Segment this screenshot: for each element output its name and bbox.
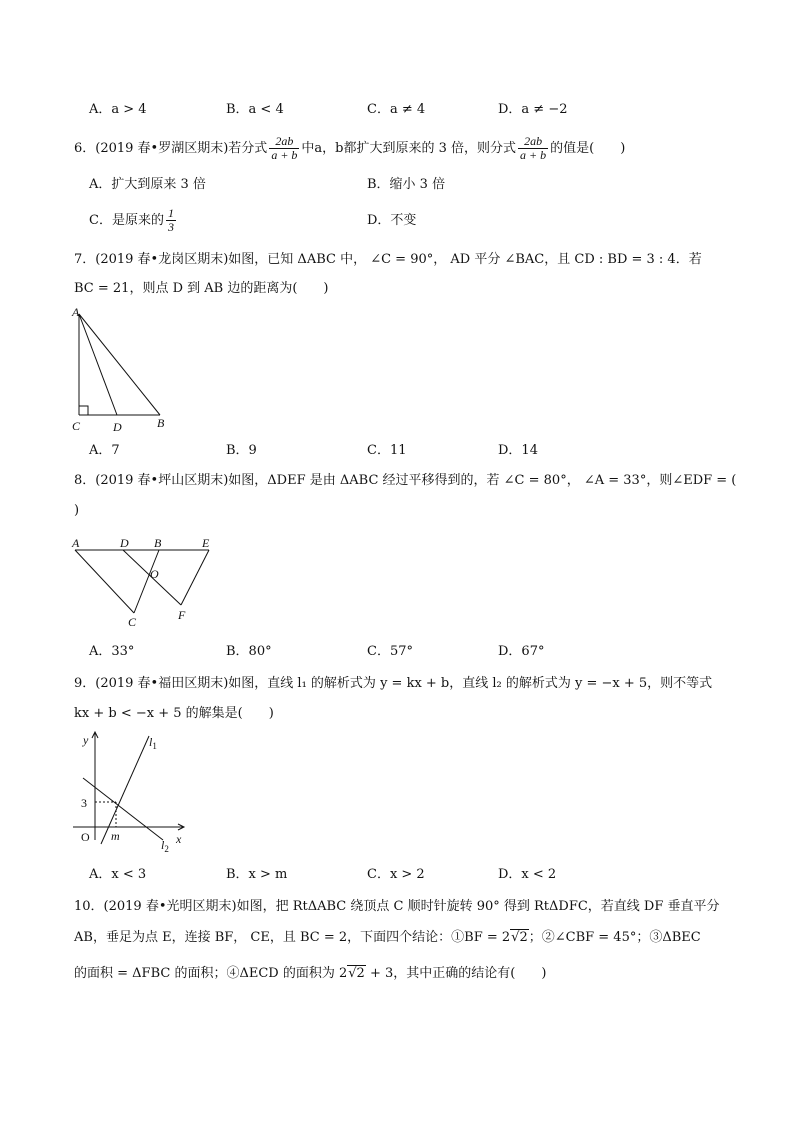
q9-label-three: 3 <box>81 796 87 810</box>
q5-option-b: B．a < 4 <box>226 102 284 117</box>
q9-figure <box>68 728 198 858</box>
q7-option-a: A．7 <box>89 443 120 458</box>
q7-option-d: D．14 <box>498 443 538 458</box>
q7-stem-line2: BC = 21，则点 D 到 AB 边的距离为( ) <box>74 281 329 296</box>
q7-label-b: B <box>157 416 165 430</box>
q7-segment-ad <box>79 314 117 415</box>
q7-figure <box>68 304 178 434</box>
q10-sqrt-1: √2 <box>511 930 528 945</box>
q7-label-d: D <box>113 420 122 434</box>
q9-stem-line2: kx + b < −x + 5 的解集是( ) <box>74 706 274 721</box>
q8-option-b: B．80° <box>226 644 272 659</box>
q10-stem-line3: 的面积 = ΔFBC 的面积；④ΔECD 的面积为 2√2 + 3，其中正确的结论有( ) <box>74 966 547 981</box>
q7-option-c: C．11 <box>367 443 407 458</box>
q6-option-c: C．是原来的 $\frac{1}{3}$ <box>89 206 174 234</box>
q8-stem-line1: 8．(2019 春•坪山区期末)如图，ΔDEF 是由 ΔABC 经过平移得到的，若 ∠C = 80°， ∠A = 33°，则∠EDF = ( <box>74 473 737 488</box>
q8-option-a: A．33° <box>89 644 135 659</box>
q9-option-d: D．x < 2 <box>498 867 557 882</box>
q7-option-b: B．9 <box>226 443 257 458</box>
q5-option-a: A．a > 4 <box>89 102 147 117</box>
q8-label-a: A <box>72 536 80 550</box>
q6-option-d: D．不变 <box>367 213 417 228</box>
q9-stem-line1: 9．(2019 春•福田区期末)如图，直线 l₁ 的解析式为 y = kx + b，直线 l₂ 的解析式为 y = −x + 5，则不等式 <box>74 676 713 691</box>
q9-label-l2: $l_2$ <box>161 838 169 854</box>
q9-option-a: A．x < 3 <box>89 867 147 882</box>
q6-stem-post: 的值是( ) <box>550 141 626 156</box>
q6-stem-mid: 中a，b都扩大到原来的 3 倍，则分式 <box>301 141 517 156</box>
q6-fraction-2: $\frac{2ab}{a + b}$ <box>520 134 547 162</box>
q7-label-a: A <box>72 305 80 319</box>
q9-option-b: B．x > m <box>226 867 288 882</box>
q8-label-o: O <box>150 567 159 581</box>
q9-line-l1 <box>101 736 149 844</box>
q8-label-e: E <box>202 536 210 550</box>
q5-option-c: C．a ≠ 4 <box>367 102 426 117</box>
q6-option-c-fraction: $\frac{1}{3}$ <box>167 206 174 234</box>
q8-label-b: B <box>154 536 162 550</box>
q9-label-o: O <box>81 830 90 844</box>
q10-stem-line2: AB，垂足为点 E，连接 BF， CE，且 BC = 2，下面四个结论：①BF = 2√2；②∠CBF = 45°；③ΔBEC <box>74 930 701 945</box>
q7-segment-ab <box>79 314 160 415</box>
q8-label-d: D <box>120 536 129 550</box>
q9-label-y: y <box>83 733 89 747</box>
q8-label-f: F <box>178 608 186 622</box>
q8-segment-ef <box>181 550 209 605</box>
q8-label-c: C <box>128 615 137 629</box>
q7-stem-line1: 7．(2019 春•龙岗区期末)如图，已知 ΔABC 中， ∠C = 90°， AD 平分 ∠BAC，且 CD : BD = 3 : 4．若 <box>74 252 702 267</box>
q10-sqrt-2: √2 <box>348 966 365 981</box>
q7-right-angle-mark <box>79 406 88 415</box>
q5-option-d: D．a ≠ −2 <box>498 102 568 117</box>
q9-option-c: C．x > 2 <box>367 867 425 882</box>
q6-option-a: A．扩大到原来 3 倍 <box>89 177 206 192</box>
q9-label-m: m <box>111 829 120 843</box>
q8-stem-line2: ) <box>74 503 80 518</box>
q10-stem-line1: 10．(2019 春•光明区期末)如图，把 RtΔABC 绕顶点 C 顺时针旋转 90° 得到 RtΔDFC，若直线 DF 垂直平分 <box>74 899 720 914</box>
q6-fraction-1: $\frac{2ab}{a + b}$ <box>271 134 298 162</box>
q6-stem <box>74 135 625 162</box>
q7-label-c: C <box>72 419 81 433</box>
q9-label-x: x <box>176 832 182 846</box>
q6-stem-pre: 6．(2019 春•罗湖区期末)若分式 <box>74 141 268 156</box>
q8-option-d: D．67° <box>498 644 545 659</box>
q6-option-b: B．缩小 3 倍 <box>367 177 446 192</box>
q8-figure <box>68 534 218 634</box>
q8-segment-ac <box>75 550 134 613</box>
q9-label-l1: $l_1$ <box>149 735 157 751</box>
q8-option-c: C．57° <box>367 644 413 659</box>
q8-segment-bc <box>134 550 159 613</box>
